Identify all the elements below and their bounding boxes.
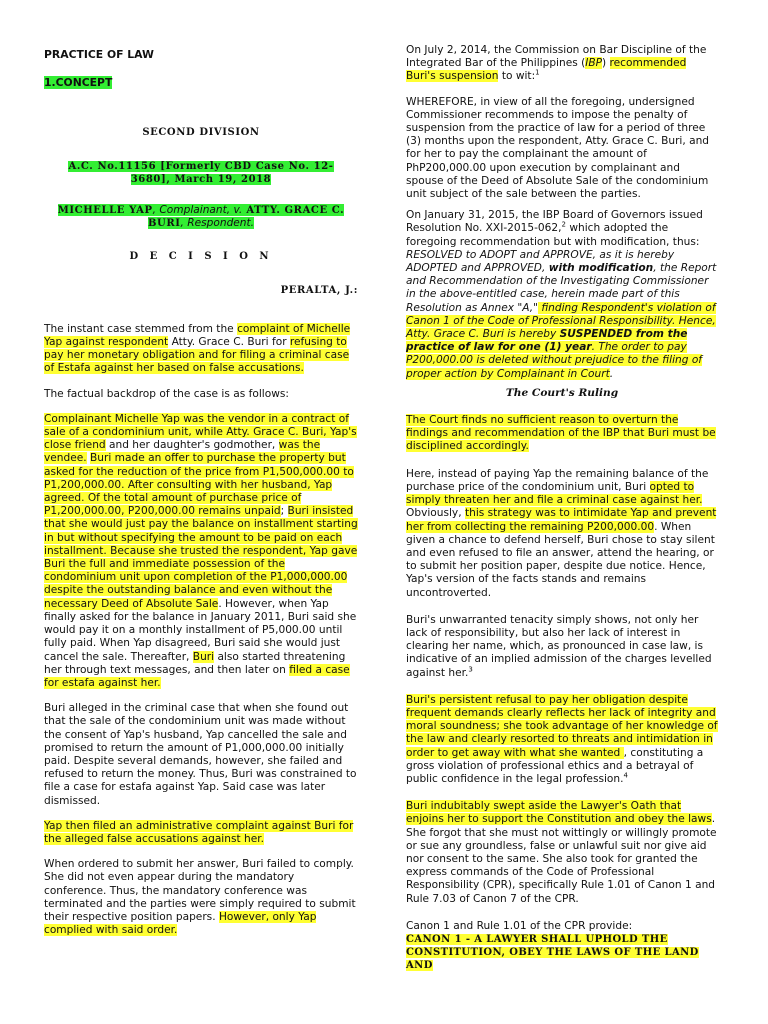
- ruling-heading: The Court's Ruling: [505, 386, 619, 399]
- case-number-line: [44, 160, 358, 186]
- division-heading: SECOND DIVISION: [142, 127, 260, 139]
- paragraph-4: Buri alleged in the criminal case that when she found out that the sale of the condominium unit was made without the consent of Yap's husband, Yap cancelled the sale and promised to return the amount of P1,000,000.00 initially paid. Despite several demands, however, she failed and refused to return the money. Thus, Buri was constrained to file a case for estafa against Yap. Said case was later dismissed.: [44, 702, 357, 807]
- case-number: A.C. No.11156 [Formerly CBD Case No. 12-3680], March 19, 2018: [68, 160, 334, 185]
- paragraph-r3: On January 31, 2015, the IBP Board of Governors issued Resolution No. XXI-2015-062,$^2$ which adopted the foregoing recommendation but with modification, thus: RESOLVED to ADOPT and APPROVE, as it is hereby ADOPTED and APPROVED, with modification, the Report and Recommendation of the Investigating Commissioner in the above-entitled case, herein made part of this Resolution as Annex "A," finding Respondent's violation of Canon 1 of the Code of Professional Responsibility. Hence, Atty. Grace C. Buri is hereby SUSPENDED from the practice of law for one (1) year. The order to pay P200,000.00 is deleted without prejudice to the filing of proper action by Complainant in Court.: [406, 209, 717, 380]
- paragraph-r1: On July 2, 2014, the Commission on Bar Discipline of the Integrated Bar of the Philippines (IBP) recommended Buri's suspension to wit:$^1$: [406, 44, 707, 83]
- section-title: PRACTICE OF LAW: [44, 48, 154, 61]
- paragraph-r8: Buri indubitably swept aside the Lawyer's Oath that enjoins her to support the Constitution and obey the laws. She forgot that she must not wittingly or willingly promote or sue any groundless, false or unlawful suit nor give aid nor consent to the same. She also took for granted the express commands of the Code of Professional Responsibility (CPR), specifically Rule 1.01 of Canon 1 and Rule 7.03 of Canon 7 of the CPR.: [406, 800, 717, 905]
- paragraph-r9: Canon 1 and Rule 1.01 of the CPR provide:: [406, 919, 633, 932]
- concept-line: [44, 76, 358, 90]
- parties-line: [44, 204, 358, 230]
- paragraph-3: Complainant Michelle Yap was the vendor in a contract of sale of a condominium unit, while Atty. Grace C. Buri, Yap's close friend and her daughter's godmother, was the vendee. Buri made an offer to purchase the property but asked for the reduction of the price from P1,500,000.00 to P1,200,000.00. After consulting with her husband, Yap agreed. Of the total amount of purchase price of P1,200,000.00, P200,000.00 remains unpaid; Buri insisted that she would just pay the balance on installment starting in but without specifying the amount to be paid on each installment. Because she trusted the respondent, Yap gave Buri the full and immediate possession of the condominium unit upon completion of the P1,000,000.00 despite the outstanding balance and even without the necessary Deed of Absolute Sale. However, when Yap finally asked for the balance in January 2011, Buri said she would pay it on a monthly installment of P5,000.00 until fully paid. When Yap disagreed, Buri said she would just cancel the sale. Thereafter, Buri also started threatening her through text messages, and then later on filed a case for estafa against her.: [44, 412, 358, 689]
- paragraph-r7: Buri's persistent refusal to pay her obligation despite frequent demands clearly reflects her lack of integrity and moral soundness; she took advantage of her knowledge of the law and clearly resorted to threats and intimidation in order to get away with what she wanted , constituting a gross violation of professional ethics and a betrayal of public confidence in the legal profession.$^4$: [406, 693, 718, 785]
- paragraph-r4: The Court finds no sufficient reason to overturn the findings and recommendation of the IBP that Buri must be disciplined accordingly.: [406, 414, 716, 453]
- right-column: [406, 44, 718, 973]
- paragraph-5: Yap then filed an administrative complaint against Buri for the alleged false accusations against her.: [44, 819, 354, 845]
- paragraph-2: The factual backdrop of the case is as follows:: [44, 387, 289, 400]
- respondent-role: , Respondent.: [180, 217, 255, 230]
- paragraph-6: When ordered to submit her answer, Buri failed to comply. She did not even appear during the mandatory conference. Thus, the mandatory conference was terminated and the parties were simply required to submit their respective position papers. However, only Yap complied with said order.: [44, 858, 356, 937]
- paragraph-1: The instant case stemmed from the complaint of Michelle Yap against respondent Atty. Grace C. Buri for refusing to pay her monetary obligation and for filing a criminal case of Estafa against her based on false accusations.: [44, 322, 351, 375]
- ponente: PERALTA, J.:: [280, 284, 358, 296]
- left-column: [44, 44, 358, 937]
- paragraph-r2: WHEREFORE, in view of all the foregoing, undersigned Commissioner recommends to impose the penalty of suspension from the practice of law for a period of three (3) months upon the respondent, Atty. Grace C. Buri, and for her to pay the complainant the amount of PhP200,000.00 upon execution by complainant and spouse of the Deed of Absolute Sale of the condominium unit subject of the sale between the parties.: [406, 95, 710, 201]
- respondent-name: ATTY. GRACE C. BURI: [147, 205, 345, 230]
- paragraph-r5: Here, instead of paying Yap the remaining balance of the purchase price of the condominium unit, Buri opted to simply threaten her and file a criminal case against her. Obviously, this strategy was to intimidate Yap and prevent her from collecting the remaining P200,000.00. When given a chance to defend herself, Buri chose to stay silent and even refused to file an answer, attend the hearing, or to submit her position paper, despite due notice. Hence, Yap's version of the facts stands and remains uncontroverted.: [406, 467, 717, 599]
- canon-1-text: CANON 1 - A LAWYER SHALL UPHOLD THE CONSTITUTION, OBEY THE LAWS OF THE LAND AND: [406, 933, 699, 972]
- complainant-name: MICHELLE YAP: [57, 205, 153, 217]
- decision-heading: D E C I S I O N: [129, 251, 273, 263]
- concept-heading: 1.CONCEPT: [44, 76, 113, 90]
- complainant-role: , Complainant, v.: [152, 204, 243, 217]
- paragraph-r6: Buri's unwarranted tenacity simply shows, not only her lack of responsibility, but also her lack of interest in clearing her name, which, as pronounced in case law, is indicative of an implied admission of the charges levelled against her.$^3$: [406, 613, 712, 679]
